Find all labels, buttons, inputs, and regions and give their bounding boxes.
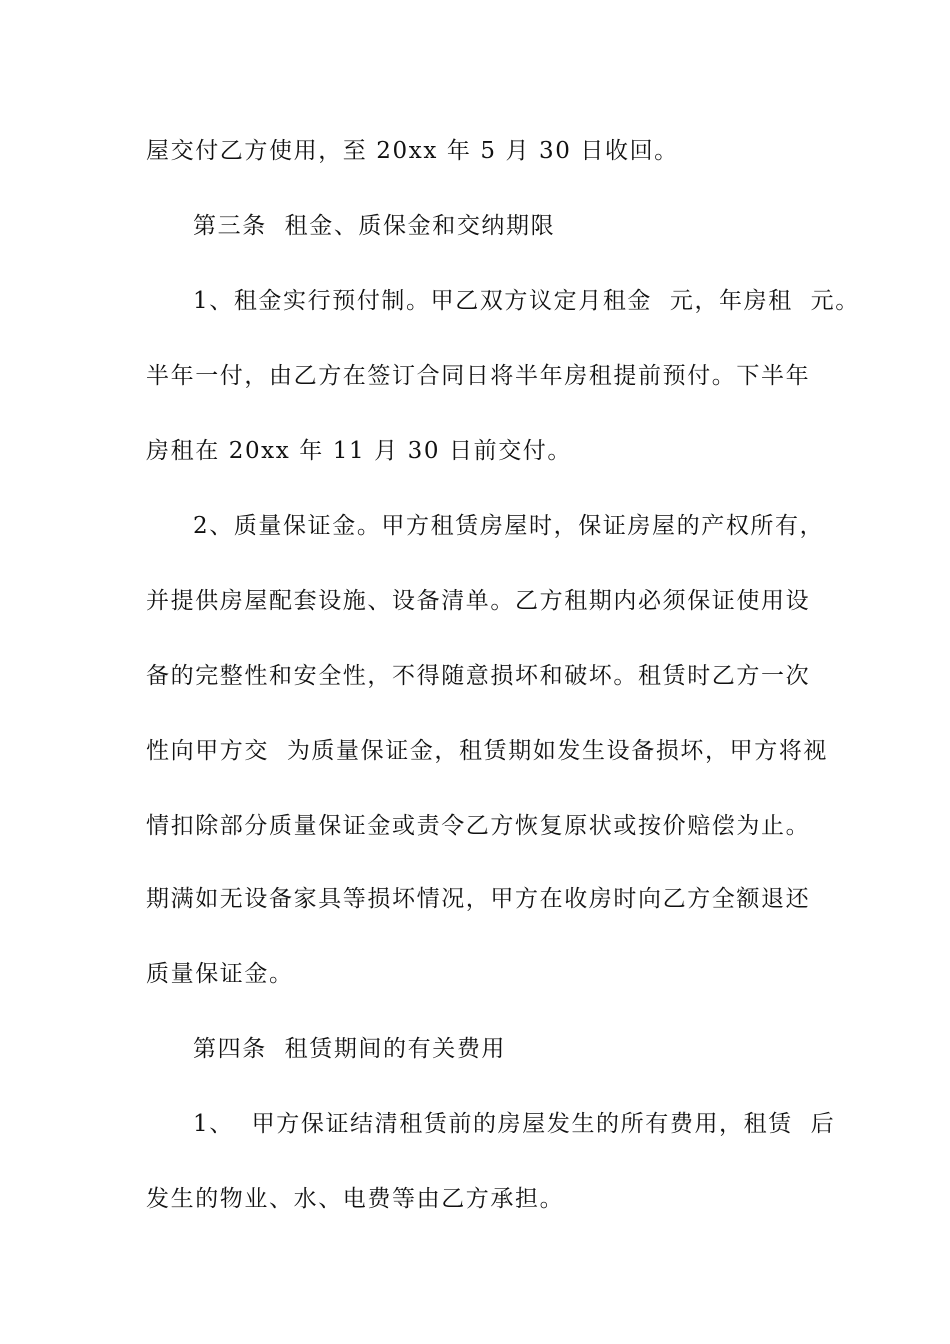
paragraph-line: 1、 甲方保证结清租赁前的房屋发生的所有费用，租赁 后 [193,1111,836,1137]
paragraph-line: 1、租金实行预付制。甲乙双方议定月租金 元，年房租 元。 [193,288,860,314]
article-heading: 第三条 租金、质保金和交纳期限 [193,213,556,239]
paragraph-line: 屋交付乙方使用，至 20xx 年 5 月 30 日收回。 [146,138,679,164]
paragraph-line: 期满如无设备家具等损坏情况，甲方在收房时向乙方全额退还 [146,886,811,912]
article-heading: 第四条 租赁期间的有关费用 [193,1036,507,1062]
paragraph-line: 情扣除部分质量保证金或责令乙方恢复原状或按价赔偿为止。 [146,813,811,839]
paragraph-line: 备的完整性和安全性，不得随意损坏和破坏。租赁时乙方一次 [146,663,811,689]
paragraph-line: 半年一付，由乙方在签订合同日将半年房租提前预付。下半年 [146,363,811,389]
paragraph-line: 2、质量保证金。甲方租赁房屋时，保证房屋的产权所有， [193,513,825,539]
paragraph-line: 并提供房屋配套设施、设备清单。乙方租期内必须保证使用设 [146,588,811,614]
paragraph-line: 性向甲方交 为质量保证金，租赁期如发生设备损坏，甲方将视 [146,738,829,764]
paragraph-line: 房租在 20xx 年 11 月 30 日前交付。 [146,438,573,464]
paragraph-line: 发生的物业、水、电费等由乙方承担。 [146,1186,565,1212]
paragraph-line: 质量保证金。 [146,961,294,987]
